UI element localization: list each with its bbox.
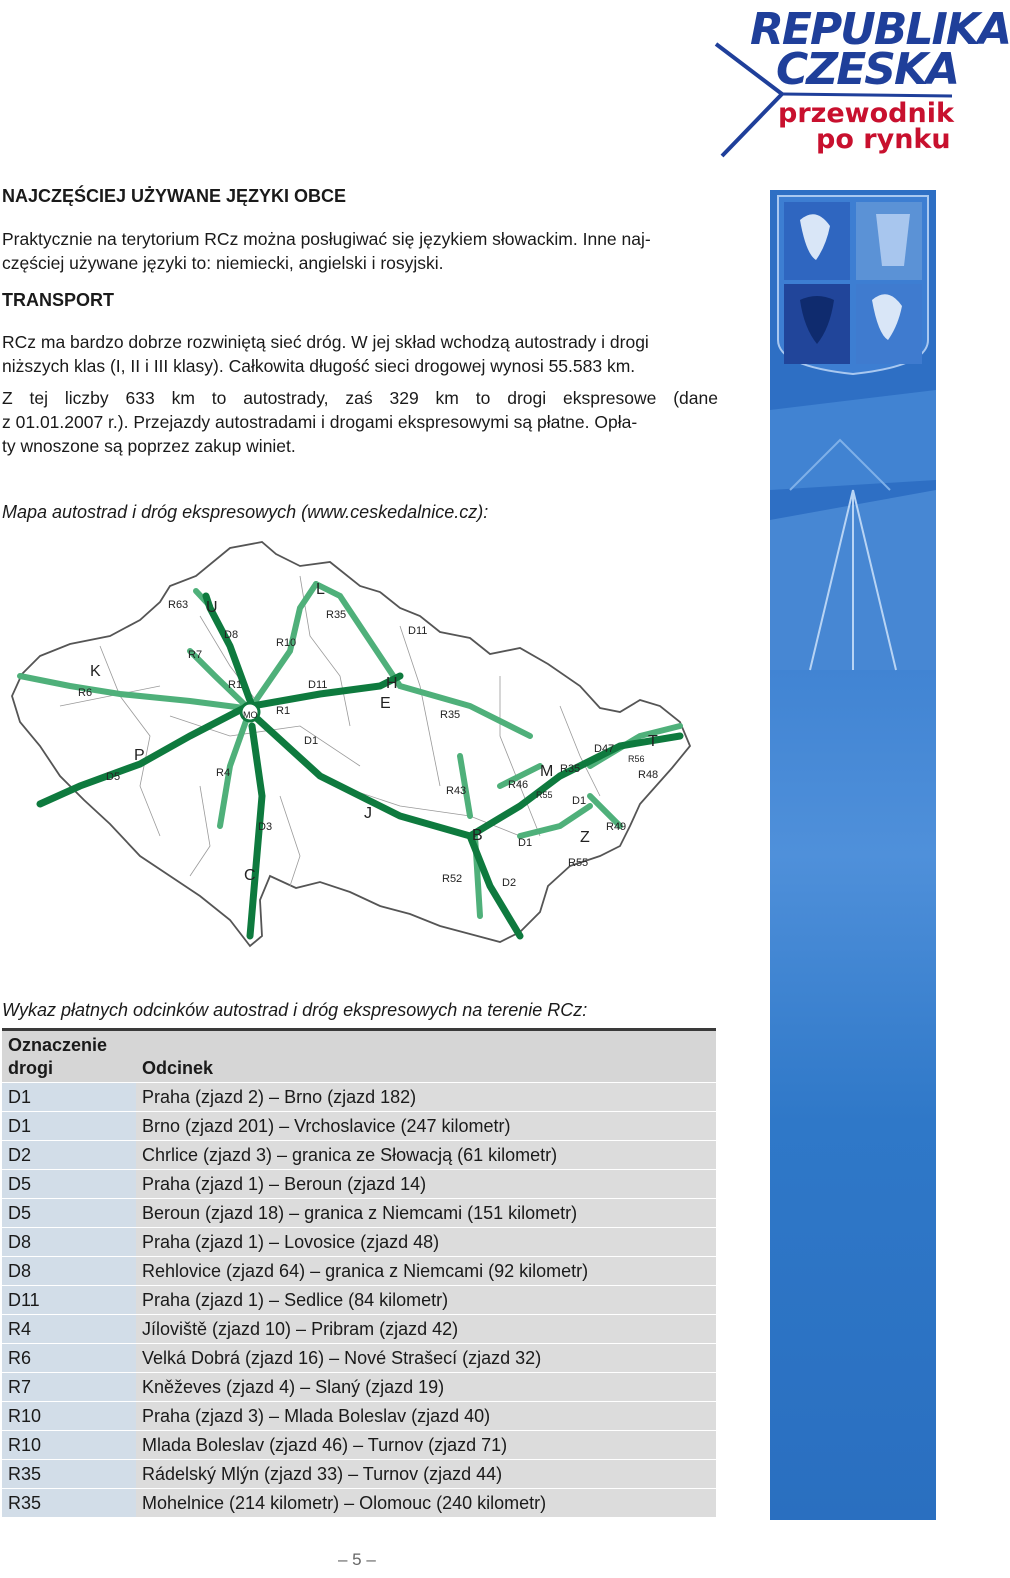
table-row bbox=[2, 1460, 716, 1489]
table-row bbox=[2, 1141, 716, 1170]
table-row bbox=[2, 1083, 716, 1112]
section-cell: Kněževes (zjazd 4) – Slaný (zjazd 19) bbox=[136, 1373, 716, 1402]
map-caption: Mapa autostrad i dróg ekspresowych (www.ceskedalnice.cz): bbox=[2, 502, 489, 522]
table-row bbox=[2, 1489, 716, 1518]
map-label: D1 bbox=[518, 837, 533, 849]
map-label: R56 bbox=[628, 754, 645, 764]
road-cell: D1 bbox=[2, 1112, 136, 1141]
road-cell: R4 bbox=[2, 1315, 136, 1344]
map-label: P bbox=[134, 747, 145, 764]
section-cell: Rehlovice (zjazd 64) – granica z Niemcami (92 kilometr) bbox=[136, 1257, 716, 1286]
map-label: R48 bbox=[638, 769, 659, 781]
logo-text-line3: przewodnik bbox=[778, 98, 954, 129]
map-label: R35 bbox=[440, 709, 461, 721]
section-cell: Praha (zjazd 2) – Brno (zjazd 182) bbox=[136, 1083, 716, 1112]
road-cell: D8 bbox=[2, 1257, 136, 1286]
table-header-row bbox=[2, 1030, 716, 1083]
map-label: L bbox=[316, 581, 325, 598]
page-number: – 5 – bbox=[338, 1550, 376, 1569]
section-cell: Chrlice (zjazd 3) – granica ze Słowacją (61 kilometr) bbox=[136, 1141, 716, 1170]
map-label: M bbox=[540, 763, 554, 780]
section-cell: Rádelský Mlýn (zjazd 33) – Turnov (zjazd 44) bbox=[136, 1460, 716, 1489]
logo-text-line4: po rynku bbox=[816, 124, 951, 155]
decorative-side-band bbox=[770, 190, 936, 1520]
table-row bbox=[2, 1112, 716, 1141]
table-row bbox=[2, 1315, 716, 1344]
map-label: R10 bbox=[276, 637, 297, 649]
text-line: niższych klas (I, II i III klasy). Całkowita długość sieci drogowej wynosi 55.583 km. bbox=[2, 356, 636, 376]
road-cell: D1 bbox=[2, 1083, 136, 1112]
map-label: R55 bbox=[568, 857, 589, 869]
text-line: Praktycznie na terytorium RCz można posługiwać się językiem słowackim. Inne naj- bbox=[2, 229, 651, 249]
map-label: H bbox=[386, 675, 398, 692]
map-label: R1 bbox=[276, 705, 291, 717]
table-row bbox=[2, 1199, 716, 1228]
map-label: Z bbox=[580, 829, 590, 846]
map-label: B bbox=[472, 827, 483, 844]
section-cell: Praha (zjazd 1) – Lovosice (zjazd 48) bbox=[136, 1228, 716, 1257]
languages-paragraph bbox=[2, 227, 718, 275]
logo-text-line2: CZESKA bbox=[776, 44, 959, 95]
map-label: D3 bbox=[258, 821, 273, 833]
transport-heading: TRANSPORT bbox=[2, 290, 114, 310]
map-label: R35 bbox=[560, 763, 581, 775]
table-row bbox=[2, 1170, 716, 1199]
text-line: częściej używane języki to: niemiecki, angielski i rosyjski. bbox=[2, 253, 444, 273]
map-label: T bbox=[648, 733, 658, 750]
road-cell: D5 bbox=[2, 1199, 136, 1228]
road-cell: D5 bbox=[2, 1170, 136, 1199]
map-label: D11 bbox=[408, 625, 428, 637]
road-cell: D8 bbox=[2, 1228, 136, 1257]
header-text: drogi bbox=[8, 1058, 53, 1078]
country-border bbox=[12, 542, 690, 946]
map-label: MO bbox=[243, 710, 258, 720]
road-cell: R7 bbox=[2, 1373, 136, 1402]
map-label: C bbox=[244, 867, 256, 884]
header-road-designation bbox=[2, 1030, 136, 1083]
table-row bbox=[2, 1257, 716, 1286]
road-cell: R35 bbox=[2, 1489, 136, 1518]
map-label: K bbox=[90, 663, 101, 680]
toll-sections-table bbox=[2, 1028, 716, 1518]
map-label: D2 bbox=[502, 877, 517, 889]
section-cell: Jíloviště (zjazd 10) – Pribram (zjazd 42) bbox=[136, 1315, 716, 1344]
languages-heading: NAJCZĘŚCIEJ UŻYWANE JĘZYKI OBCE bbox=[2, 186, 347, 206]
road-cell: R35 bbox=[2, 1460, 136, 1489]
table-row bbox=[2, 1373, 716, 1402]
map-label: R52 bbox=[442, 873, 463, 885]
table-row bbox=[2, 1228, 716, 1257]
table-row bbox=[2, 1286, 716, 1315]
section-cell: Mlada Boleslav (zjazd 46) – Turnov (zjazd 71) bbox=[136, 1431, 716, 1460]
map-label: R43 bbox=[446, 785, 467, 797]
motorway-map bbox=[0, 536, 720, 956]
section-cell: Brno (zjazd 201) – Vrchoslavice (247 kilometr) bbox=[136, 1112, 716, 1141]
section-cell: Praha (zjazd 1) – Beroun (zjazd 14) bbox=[136, 1170, 716, 1199]
logo-text-line1: REPUBLIKA bbox=[750, 4, 1010, 55]
map-label: R46 bbox=[508, 779, 529, 791]
table-row bbox=[2, 1344, 716, 1373]
map-label: R4 bbox=[216, 767, 231, 779]
map-label: D8 bbox=[224, 629, 239, 641]
map-label: R7 bbox=[188, 649, 203, 661]
section-cell: Velká Dobrá (zjazd 16) – Nové Strašecí (zjazd 32) bbox=[136, 1344, 716, 1373]
map-label: D11 bbox=[308, 679, 328, 691]
map-label: R49 bbox=[606, 821, 627, 833]
map-label: D1 bbox=[572, 795, 587, 807]
map-label: R6 bbox=[78, 687, 93, 699]
transport-paragraph-2 bbox=[2, 386, 718, 458]
road-cell: R6 bbox=[2, 1344, 136, 1373]
road-cell: D11 bbox=[2, 1286, 136, 1315]
map-label: R1 bbox=[228, 679, 243, 691]
map-label: E bbox=[380, 695, 391, 712]
map-label: R55 bbox=[536, 790, 553, 800]
table-caption: Wykaz płatnych odcinków autostrad i dróg ekspresowych na terenie RCz: bbox=[2, 1000, 588, 1020]
table-row bbox=[2, 1431, 716, 1460]
text-line: z 01.01.2007 r.). Przejazdy autostradami i drogami ekspresowymi są płatne. Opła- bbox=[2, 412, 638, 432]
transport-paragraph-1 bbox=[2, 330, 718, 378]
section-cell: Praha (zjazd 3) – Mlada Boleslav (zjazd 40) bbox=[136, 1402, 716, 1431]
map-label: R63 bbox=[168, 599, 189, 611]
map-label: J bbox=[364, 805, 372, 822]
road-cell: R10 bbox=[2, 1431, 136, 1460]
table-row bbox=[2, 1402, 716, 1431]
map-label: U bbox=[206, 599, 218, 616]
section-cell: Mohelnice (214 kilometr) – Olomouc (240 kilometr) bbox=[136, 1489, 716, 1518]
map-label: D47 bbox=[594, 743, 615, 755]
text-line: ty wnoszone są poprzez zakup winiet. bbox=[2, 436, 296, 456]
text-line: Z tej liczby 633 km to autostrady, zaś 329 km to drogi ekspresowe (dane bbox=[2, 388, 718, 408]
text-line: RCz ma bardzo dobrze rozwiniętą sieć dróg. W jej skład wchodzą autostrady i drogi bbox=[2, 332, 649, 352]
republika-czeska-logo bbox=[712, 4, 1010, 160]
map-label: D5 bbox=[106, 771, 121, 783]
header-text: Oznaczenie bbox=[8, 1035, 108, 1055]
map-label: R35 bbox=[326, 609, 347, 621]
road-cell: R10 bbox=[2, 1402, 136, 1431]
header-section: Odcinek bbox=[136, 1030, 716, 1083]
road-cell: D2 bbox=[2, 1141, 136, 1170]
section-cell: Beroun (zjazd 18) – granica z Niemcami (151 kilometr) bbox=[136, 1199, 716, 1228]
map-label: D1 bbox=[304, 735, 319, 747]
section-cell: Praha (zjazd 1) – Sedlice (84 kilometr) bbox=[136, 1286, 716, 1315]
coat-of-arms-image bbox=[770, 190, 936, 670]
